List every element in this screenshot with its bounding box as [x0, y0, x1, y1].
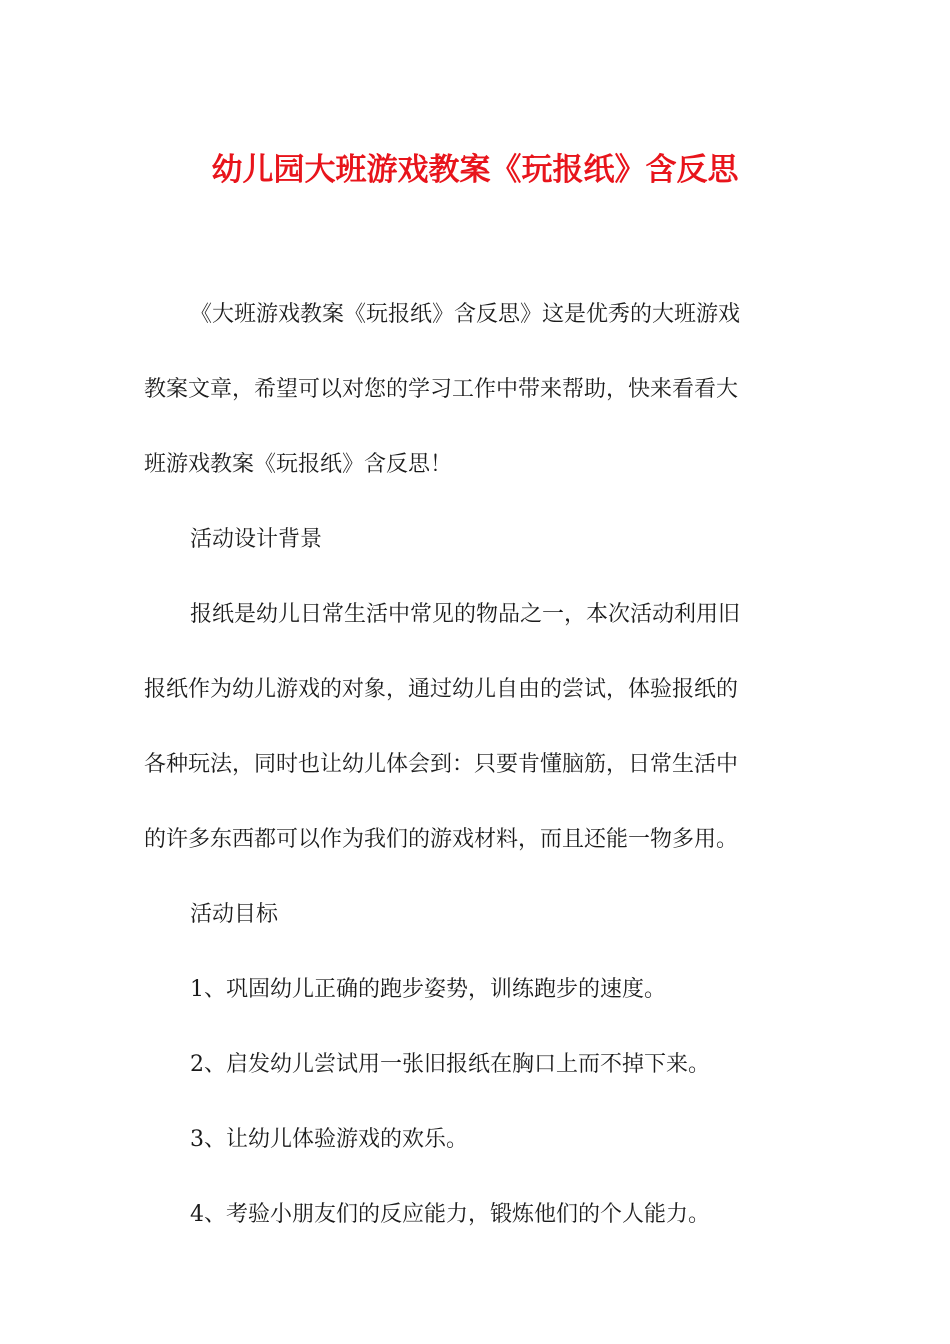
goal-item: 4、考验小朋友们的反应能力，锻炼他们的个人能力。 [190, 1202, 710, 1227]
goal-item: 2、启发幼儿尝试用一张旧报纸在胸口上而不掉下来。 [190, 1052, 710, 1077]
background-line: 各种玩法，同时也让幼儿体会到：只要肯懂脑筋，日常生活中 [144, 752, 739, 777]
intro-paragraph [144, 277, 794, 502]
goal-item: 1、巩固幼儿正确的跑步姿势，训练跑步的速度。 [190, 977, 666, 1002]
goals-list [144, 952, 794, 1252]
intro-line: 《大班游戏教案《玩报纸》含反思》这是优秀的大班游戏 [190, 302, 741, 327]
section-heading-goals: 活动目标 [190, 902, 279, 927]
document-body [144, 277, 794, 1252]
document-title: 幼儿园大班游戏教案《玩报纸》含反思 [211, 152, 739, 188]
goal-item: 3、让幼儿体验游戏的欢乐。 [190, 1127, 468, 1152]
section-heading-background: 活动设计背景 [190, 527, 323, 552]
intro-line: 班游戏教案《玩报纸》含反思！ [144, 452, 453, 477]
background-line: 报纸作为幼儿游戏的对象，通过幼儿自由的尝试，体验报纸的 [144, 677, 739, 702]
intro-line: 教案文章，希望可以对您的学习工作中带来帮助，快来看看大 [144, 377, 739, 402]
background-line: 的许多东西都可以作为我们的游戏材料，而且还能一物多用。 [144, 827, 739, 852]
background-paragraph [144, 577, 794, 877]
background-line: 报纸是幼儿日常生活中常见的物品之一，本次活动利用旧 [190, 602, 741, 627]
